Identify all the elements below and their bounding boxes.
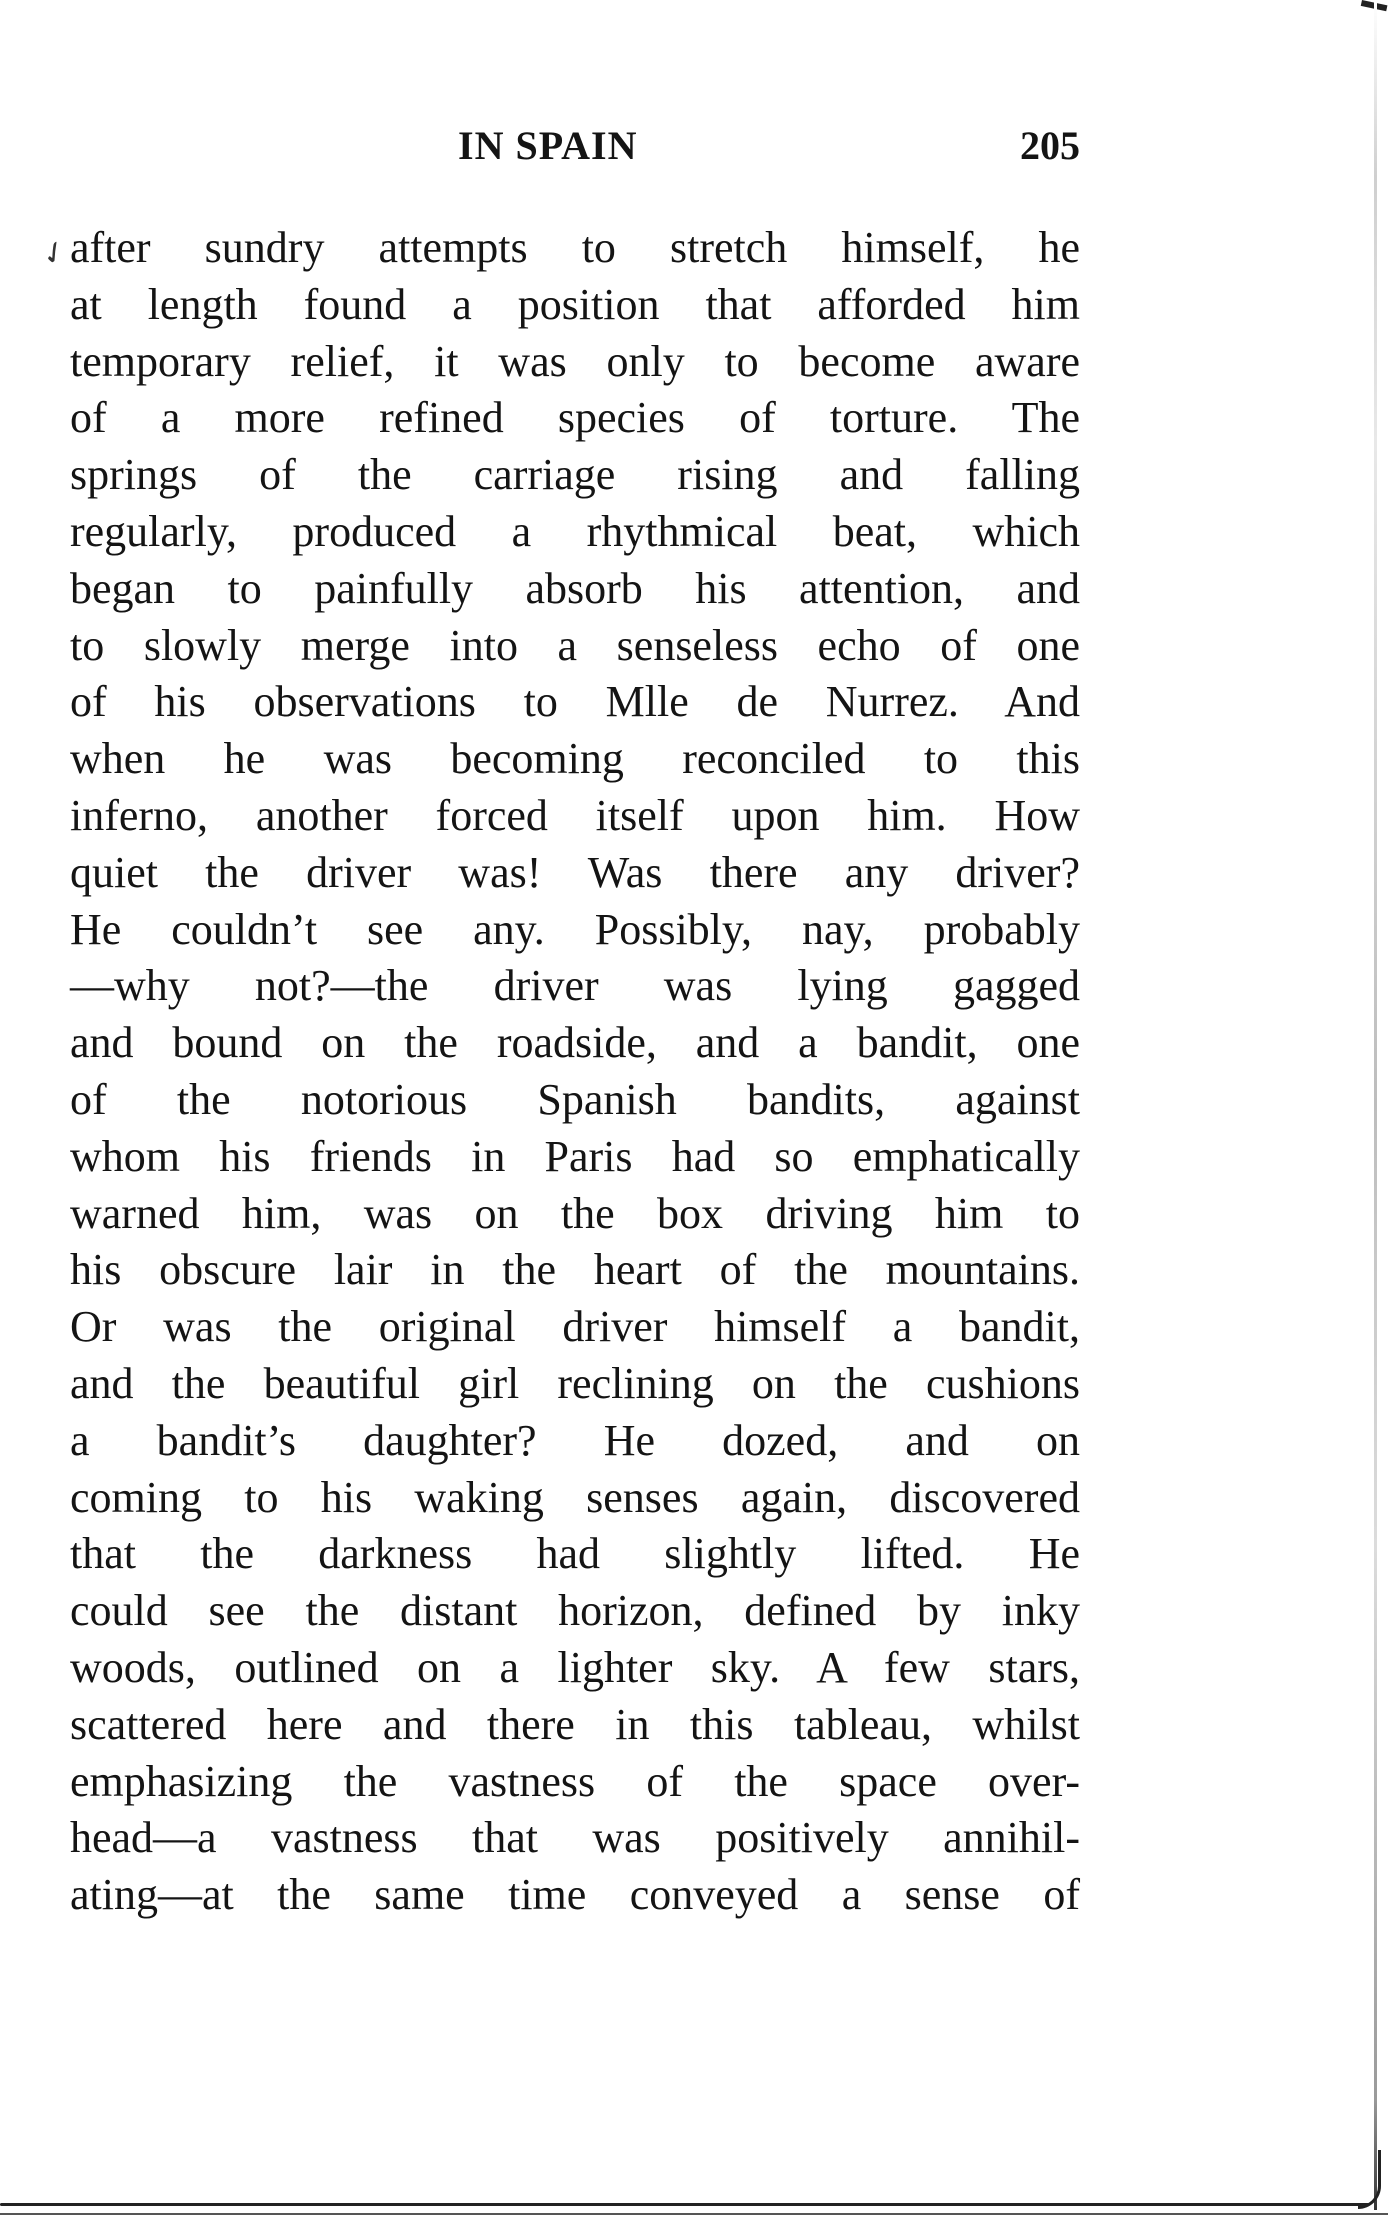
page-right-edge — [1374, 0, 1377, 2210]
text-line: Or was the original driver himself a bandit, — [70, 1302, 1080, 1352]
margin-tick-mark: ✓ — [35, 232, 74, 275]
text-line: emphasizing the vastness of the space over- — [70, 1756, 1080, 1806]
text-line: springs of the carriage rising and falling — [70, 450, 1080, 500]
text-line: began to painfully absorb his attention, and — [70, 563, 1080, 613]
text-line: ating—at the same time conveyed a sense of — [70, 1870, 1080, 1920]
text-line: his obscure lair in the heart of the mountains. — [70, 1245, 1080, 1295]
text-line: regularly, produced a rhythmical beat, which — [70, 506, 1080, 556]
text-line: scattered here and there in this tableau, whilst — [70, 1699, 1080, 1749]
text-line: woods, outlined on a lighter sky. A few stars, — [70, 1642, 1080, 1692]
body-text — [70, 220, 1080, 1924]
text-line: coming to his waking senses again, discovered — [70, 1472, 1080, 1522]
text-line: could see the distant horizon, defined by inky — [70, 1586, 1080, 1636]
text-line: of his observations to Mlle de Nurrez. And — [70, 677, 1080, 727]
text-line: after sundry attempts to stretch himself, he — [70, 223, 1080, 272]
text-line: warned him, was on the box driving him to — [70, 1188, 1080, 1238]
text-line: He couldn’t see any. Possibly, nay, probably — [70, 904, 1080, 954]
text-line: and the beautiful girl reclining on the cushions — [70, 1358, 1080, 1408]
text-line: when he was becoming reconciled to this — [70, 734, 1080, 784]
page-number: 205 — [1020, 123, 1080, 168]
text-line: quiet the driver was! Was there any driver? — [70, 847, 1080, 897]
running-title: IN SPAIN — [458, 123, 638, 168]
text-line: of a more refined species of torture. The — [70, 393, 1080, 443]
page-bottom-corner — [1358, 2150, 1381, 2209]
page-bottom-edge — [0, 2203, 1370, 2206]
text-line: —why not?—the driver was lying gagged — [70, 961, 1080, 1011]
text-line: a bandit’s daughter? He dozed, and on — [70, 1415, 1080, 1465]
text-line: whom his friends in Paris had so emphatically — [70, 1131, 1080, 1181]
text-line: inferno, another forced itself upon him. How — [70, 790, 1080, 840]
running-head — [70, 122, 1080, 182]
text-line: at length found a position that afforded him — [70, 279, 1080, 329]
text-line: temporary relief, it was only to become aware — [70, 336, 1080, 386]
text-line: to slowly merge into a senseless echo of one — [70, 620, 1080, 670]
text-line: and bound on the roadside, and a bandit, one — [70, 1018, 1080, 1068]
text-line: head—a vastness that was positively annihil- — [70, 1813, 1080, 1863]
text-line: of the notorious Spanish bandits, against — [70, 1074, 1080, 1124]
page-bottom-edge-underline — [0, 2213, 1388, 2215]
text-line: that the darkness had slightly lifted. He — [70, 1529, 1080, 1579]
